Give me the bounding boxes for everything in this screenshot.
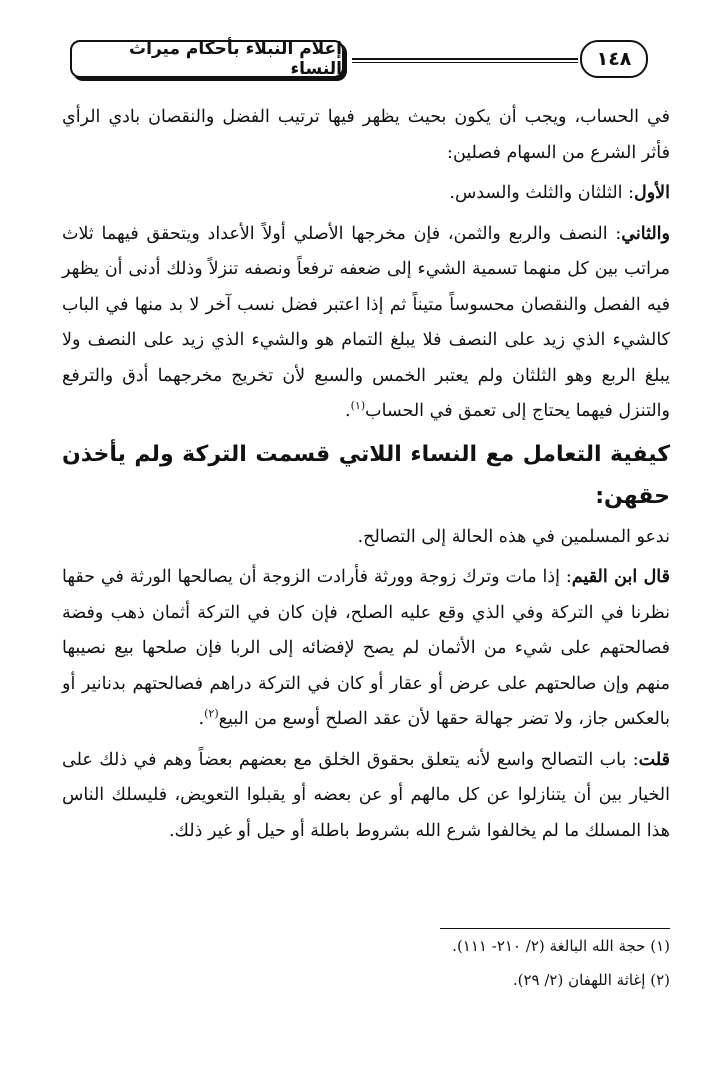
footnote-ref-1: (١) xyxy=(350,399,366,413)
running-title-frame xyxy=(70,40,344,78)
section-heading: كيفية التعامل مع النساء اللاتي قسمت التركة ولم يأخذن حقهن: xyxy=(62,441,670,509)
page-number-frame xyxy=(580,40,648,78)
paragraph-2 xyxy=(62,176,670,212)
ibn-qayyim-text: : إذا مات وترك زوجة وورثة فأرادت الزوجة أن يصالحها الورثة في حقها نظرنا في التركة وفي الذي وقع عليه الصلح، فإن كان في التركة أثمان ذهب وفضة فصالحتهم على شيء من الأثمان لم يصح لإفضائه إلى الربا فإن صلحها بيع نصيبها منهم وإن صالحتهم على عرض أو عقار أو كان في التركة دراهم فصالحتهم بدنانير أو بالعكس جاز، ولا تضر جهالة حقها لأن عقد الصلح أوسع من البيع xyxy=(62,567,670,729)
first-text: : الثلثان والثلث والسدس. xyxy=(449,183,634,203)
paragraph-4: ندعو المسلمين في هذه الحالة إلى التصالح. xyxy=(357,526,670,547)
paragraph-3: والثاني: النصف والربع والثمن، فإن مخرجها الأصلي أولاً الأعداد ويتحقق فيهما ثلاث مراتب بين كل منهما تسمية الشيء إلى ضعفه ترفعاً ونصفه تنزلاً وذلك أدنى أن يظهر فيه الفصل والنقصان محسوساً متيناً ثم إذا اعتبر فضل نسب آخر لا بد منها في الباب كالشيء الذي زيد على النصف فلا يبلغ التمام هو والشيء الذي زيد على النصف ولا يبلغ الربع وهو الثلثان ولم يعتبر الخمس والسبع لأن تخريج مخرجهما أدق والترفع والتنزل فيهما يحتاج إلى تعمق في الحساب$^{(١)}$. xyxy=(62,223,670,421)
running-title: إعلام النبلاء بأحكام ميراث النساء xyxy=(129,39,342,79)
paragraph-6 xyxy=(62,743,670,850)
ibn-qayyim-label: قال ابن القيم xyxy=(571,567,670,587)
page-number: ١٤٨ xyxy=(596,48,632,70)
paragraph-5: قال ابن القيم: إذا مات وترك زوجة وورثة فأرادت الزوجة أن يصالحها الورثة في حقها نظرنا في التركة وفي الذي وقع عليه الصلح، فإن كان في التركة أثمان ذهب وفضة فصالحتهم على شيء من الأثمان لم يصح لإفضائه إلى الربا فإن صلحها بيع نصيبها منهم وإن صالحتهم على عرض أو عقار أو كان في التركة دراهم فصالحتهم بدنانير أو بالعكس جاز، ولا تضر جهالة حقها لأن عقد الصلح أوسع من البيع$^{(٢)}$. xyxy=(62,567,670,729)
page-header xyxy=(70,40,648,80)
header-rule xyxy=(352,58,578,63)
footnotes xyxy=(62,928,670,997)
footnote-1: (١) حجة الله البالغة (٢/ ٢١٠- ١١١). xyxy=(452,937,670,955)
second-label: والثاني xyxy=(621,223,670,244)
main-text xyxy=(62,100,670,849)
second-text: : النصف والربع والثمن، فإن مخرجها الأصلي أولاً الأعداد ويتحقق فيهما ثلاث مراتب بين كل منهما تسمية الشيء إلى ضعفه ترفعاً ونصفه تنزلاً وذلك أدنى أن يظهر فيه الفصل والنقصان محسوساً متيناً ثم إذا اعتبر فضل نسب آخر لا بد منها في الباب كالشيء الذي زيد على النصف فلا يبلغ التمام هو والشيء الذي زيد على النصف ولا يبلغ الربع وهو الثلثان ولم يعتبر الخمس والسبع لأن تخريج مخرجهما أدق والترفع والتنزل فيهما يحتاج إلى تعمق في الحساب xyxy=(62,223,670,421)
footnote-ref-2: (٢) xyxy=(204,707,219,721)
paragraph-1: في الحساب، ويجب أن يكون بحيث يظهر فيها ترتيب الفضل والنقصان بادي الرأي فأثر الشرع من السهام فصلين: xyxy=(62,107,670,163)
first-label: الأول xyxy=(633,183,670,203)
author-text: : باب التصالح واسع لأنه يتعلق بحقوق الخلق مع بعضهم بعضاً وهم في ذلك على الخيار بين أن يتنازلوا عن كل مالهم أو عن بعضه أو يقبلوا التعويض، فليسلك الناس هذا المسلك ما لم يخالفوا شرع الله بشروط باطلة أو حيل أو غير ذلك. xyxy=(62,749,670,841)
author-label: قلت xyxy=(638,749,670,770)
footnote-2: (٢) إغاثة اللهفان (٢/ ٢٩). xyxy=(512,971,670,989)
